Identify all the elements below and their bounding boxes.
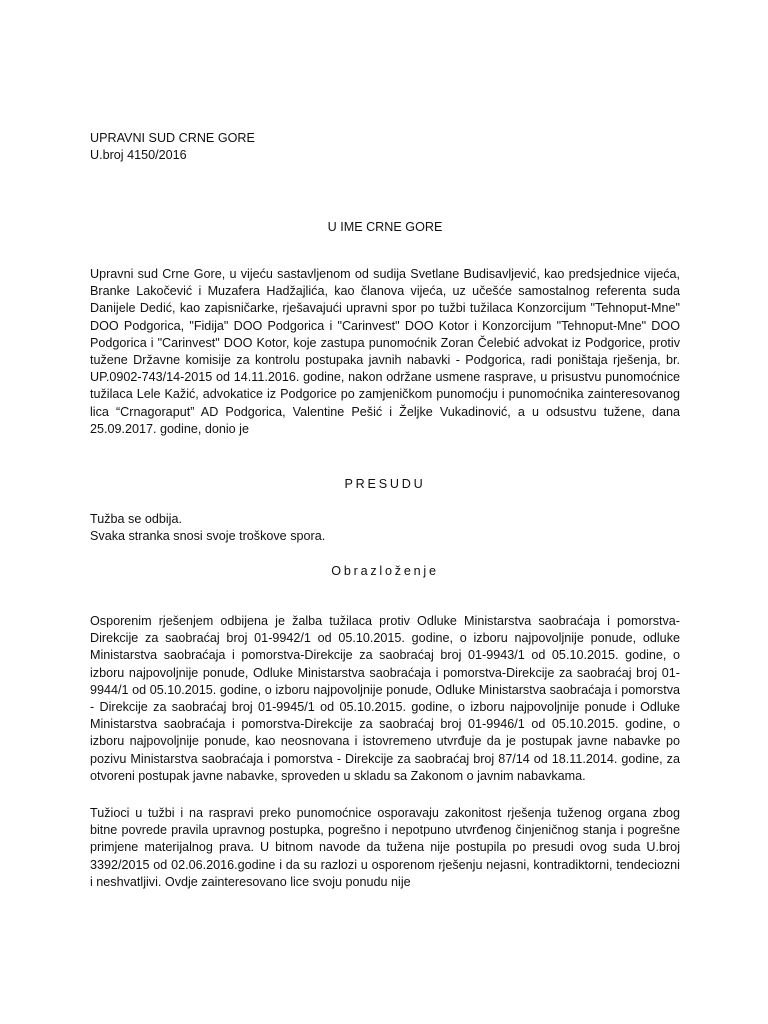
intro-paragraph: Upravni sud Crne Gore, u vijeću sastavljenom od sudija Svetlane Budisavljević, kao predsjednice vijeća, Branke Lakočević i Muzafera Hadžajlića, kao članova vijeća, uz učešće samostalnog referenta suda Danijele Dedić, kao zapisničarke, rješavajući upravni spor po tužbi tužilaca Konzorcijum "Tehnoput-Mne" DOO Podgorica, "Fidija" DOO Podgorica i "Carinvest" DOO Kotor i Konzorcijum "Tehnoput-Mne" DOO Podgorica i "Carinvest" DOO Kotor, koje zastupa punomoćnik Zoran Čelebić advokat iz Podgorice, protiv tužene Državne komisije za kontrolu postupaka javnih nabavki - Podgorica, radi poništaja rješenja, br. UP.0902-743/14-2015 od 14.11.2016. godine, nakon održane usmene rasprave, u prisustvu punomoćnice tužilaca Lele Kažić, advokatice iz Podgorice po zamjeničkom punomoćju i punomoćnika zainteresovanog lica “Crnagoraput” AD Podgorica, Valentine Pešić i Željke Vukadinović, a u odsustvu tužene, dana 25.09.2017. godine, donio je	[90, 267, 680, 436]
reasoning-heading: Obrazloženje	[331, 564, 439, 578]
verdict-line: Tužba se odbija.	[90, 512, 182, 526]
verdict-lines	[90, 511, 325, 545]
case-number: U.broj 4150/2016	[90, 148, 187, 163]
court-name: UPRAVNI SUD CRNE GORE	[90, 131, 255, 145]
document-title: U IME CRNE GORE	[327, 220, 443, 234]
document-header	[90, 130, 255, 164]
reasoning-paragraph: Tužioci u tužbi i na raspravi preko punomoćnice osporavaju zakonitost rješenja tuženog organa zbog bitne povrede pravila upravnog postupka, pogrešno i nepotpuno utvrđenog činjeničnog stanja i pogrešne primjene materijalnog prava. U bitnom navode da tužena nije postupila po presudi ovog suda U.broj 3392/2015 od 02.06.2016.godine i da su razlozi u osporenom rješenju nejasni, kontradiktorni, tendeciozni i neshvatljivi. Ovdje zainteresovano lice svoju ponudu nije	[90, 806, 680, 889]
verdict-line: Svaka stranka snosi svoje troškove spora.	[90, 529, 326, 544]
verdict-heading: PRESUDU	[344, 477, 426, 491]
reasoning-paragraph: Osporenim rješenjem odbijena je žalba tužilaca protiv Odluke Ministarstva saobraćaja i pomorstva-Direkcije za saobraćaj broj 01-9942/1 od 05.10.2015. godine, o izboru najpovoljnije ponude, odluke Ministarstva saobraćaja i pomorstva-Direkcije za saobraćaj broj 01-9943/1 od 05.10.2015. godine, o izboru najpovoljnije ponude, Odluke Ministarstva saobraćaja i pomorstva-Direkcije za saobraćaj broj 01-9944/1 od 05.10.2015. godine, o izboru najpovoljnije ponude, Odluke Ministarstva saobraćaja i pomorstva - Direkcije za saobraćaj broj 01-9945/1 od 05.10.2015. godine, o izboru najpovoljnije ponude i Odluke Ministarstva saobraćaja i pomorstva-Direkcije za saobraćaj broj 01-9946/1 od 05.10.2015. godine, o izboru najpovoljnije ponude, kao neosnovana i istovremeno utvrđuje da je postupak javne nabavke po pozivu Ministarstva saobraćaja i pomorstva - Direkcije za saobraćaj broj 87/14 od 18.11.2014. godine, za otvoreni postupak javne nabavke, sproveden u skladu sa Zakonom o javnim nabavkama.	[90, 614, 680, 783]
